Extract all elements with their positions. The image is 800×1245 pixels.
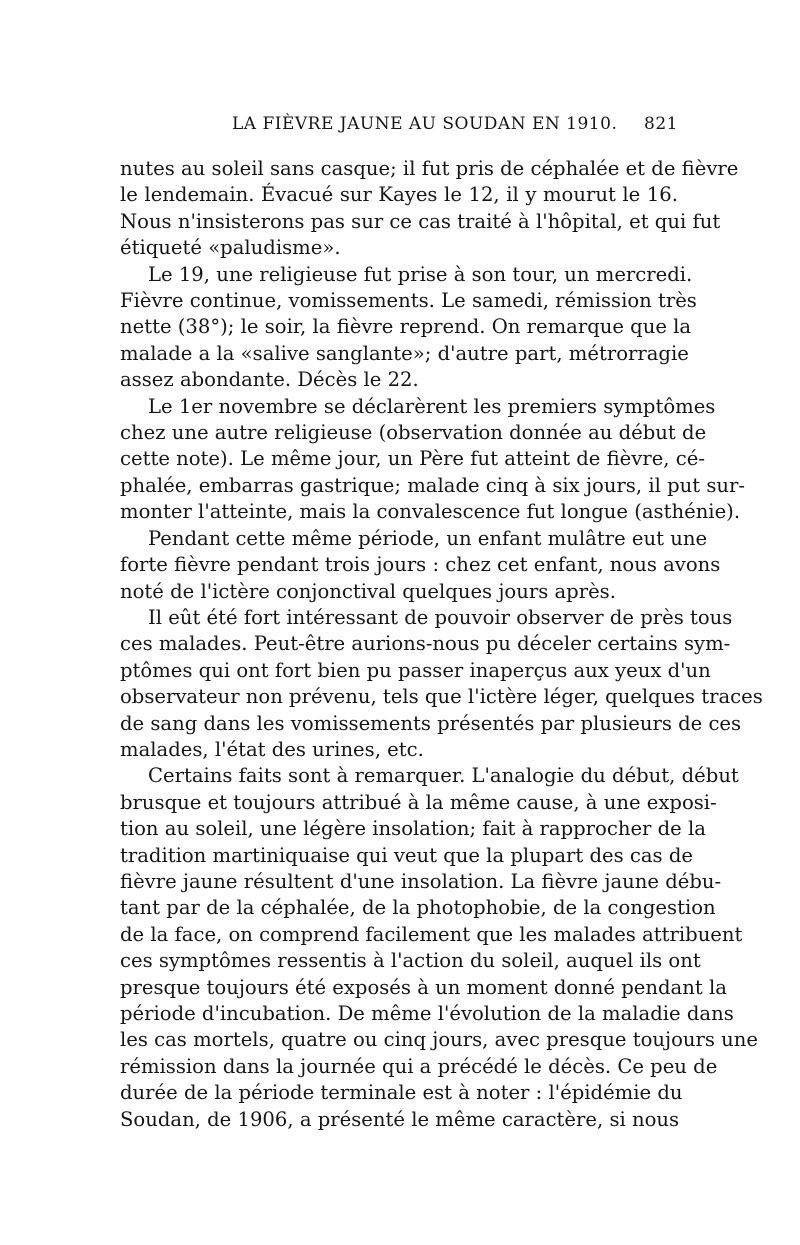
text-line: de la face, on comprend facilement que les malades attribuent: [120, 922, 743, 946]
text-line: ptômes qui ont fort bien pu passer inaperçus aux yeux d'un: [120, 658, 711, 682]
text-line: le lendemain. Évacué sur Kayes le 12, il y mourut le 16.: [120, 183, 678, 207]
text-line: malade a la «salive sanglante»; d'autre part, métrorragie: [120, 341, 689, 365]
book-page: [120, 112, 763, 1133]
text-line: Certains faits sont à remarquer. L'analogie du début, début: [148, 764, 739, 788]
text-line: monter l'atteinte, mais la convalescence fut longue (asthénie).: [120, 500, 741, 524]
text-line: malades, l'état des urines, etc.: [120, 737, 424, 761]
page-number: 821: [644, 114, 678, 134]
text-line: chez une autre religieuse (observation donnée au début de: [120, 421, 707, 445]
text-line: assez abondante. Décès le 22.: [120, 368, 419, 392]
text-line: ces malades. Peut-être aurions-nous pu déceler certains sym-: [120, 632, 731, 656]
text-line: presque toujours été exposés à un moment donné pendant la: [120, 975, 727, 999]
text-line: Le 1er novembre se déclarèrent les premiers symptômes: [148, 394, 716, 418]
text-line: observateur non prévenu, tels que l'ictère léger, quelques traces: [120, 685, 763, 709]
text-line: de sang dans les vomissements présentés par plusieurs de ces: [120, 711, 742, 735]
text-line: tant par de la céphalée, de la photophobie, de la congestion: [120, 896, 716, 920]
text-line: noté de l'ictère conjonctival quelques jours après.: [120, 579, 616, 603]
text-line: nette (38°); le soir, la fièvre reprend. On remarque que la: [120, 315, 692, 339]
running-head: [120, 112, 678, 142]
text-line: Pendant cette même période, un enfant mulâtre eut une: [148, 526, 708, 550]
text-line: période d'incubation. De même l'évolution de la maladie dans: [120, 1002, 734, 1025]
text-line: durée de la période terminale est à noter : l'épidémie du: [120, 1081, 683, 1105]
text-line: les cas mortels, quatre ou cinq jours, avec presque toujours une: [120, 1028, 758, 1052]
text-line: cette note). Le même jour, un Père fut atteint de fièvre, cé-: [120, 447, 705, 471]
text-line: Soudan, de 1906, a présenté le même caractère, si nous: [120, 1107, 680, 1131]
body-text: [120, 156, 763, 1133]
text-line: phalée, embarras gastrique; malade cinq à six jours, il put sur-: [120, 473, 746, 497]
text-line: ces symptômes ressentis à l'action du soleil, auquel ils ont: [120, 949, 701, 973]
running-title: LA FIÈVRE JAUNE AU SOUDAN EN 1910.: [232, 114, 618, 134]
text-line: tradition martiniquaise qui veut que la plupart des cas de: [120, 843, 693, 867]
text-line: brusque et toujours attribué à la même cause, à une exposi-: [120, 790, 717, 814]
text-line: Nous n'insisterons pas sur ce cas traité à l'hôpital, et qui fut: [120, 209, 721, 233]
text-line: tion au soleil, une légère insolation; fait à rapprocher de la: [120, 817, 706, 841]
text-line: étiqueté «paludisme».: [120, 236, 341, 260]
text-line: rémission dans la journée qui a précédé le décès. Ce peu de: [120, 1054, 718, 1078]
text-line: nutes au soleil sans casque; il fut pris de céphalée et de fièvre: [120, 157, 739, 180]
text-line: fièvre jaune résultent d'une insolation. La fièvre jaune débu-: [120, 869, 722, 893]
text-line: Le 19, une religieuse fut prise à son tour, un mercredi.: [148, 262, 693, 286]
text-line: Fièvre continue, vomissements. Le samedi, rémission très: [120, 289, 697, 313]
text-line: forte fièvre pendant trois jours : chez cet enfant, nous avons: [120, 553, 721, 577]
text-line: Il eût été fort intéressant de pouvoir observer de près tous: [148, 605, 733, 629]
